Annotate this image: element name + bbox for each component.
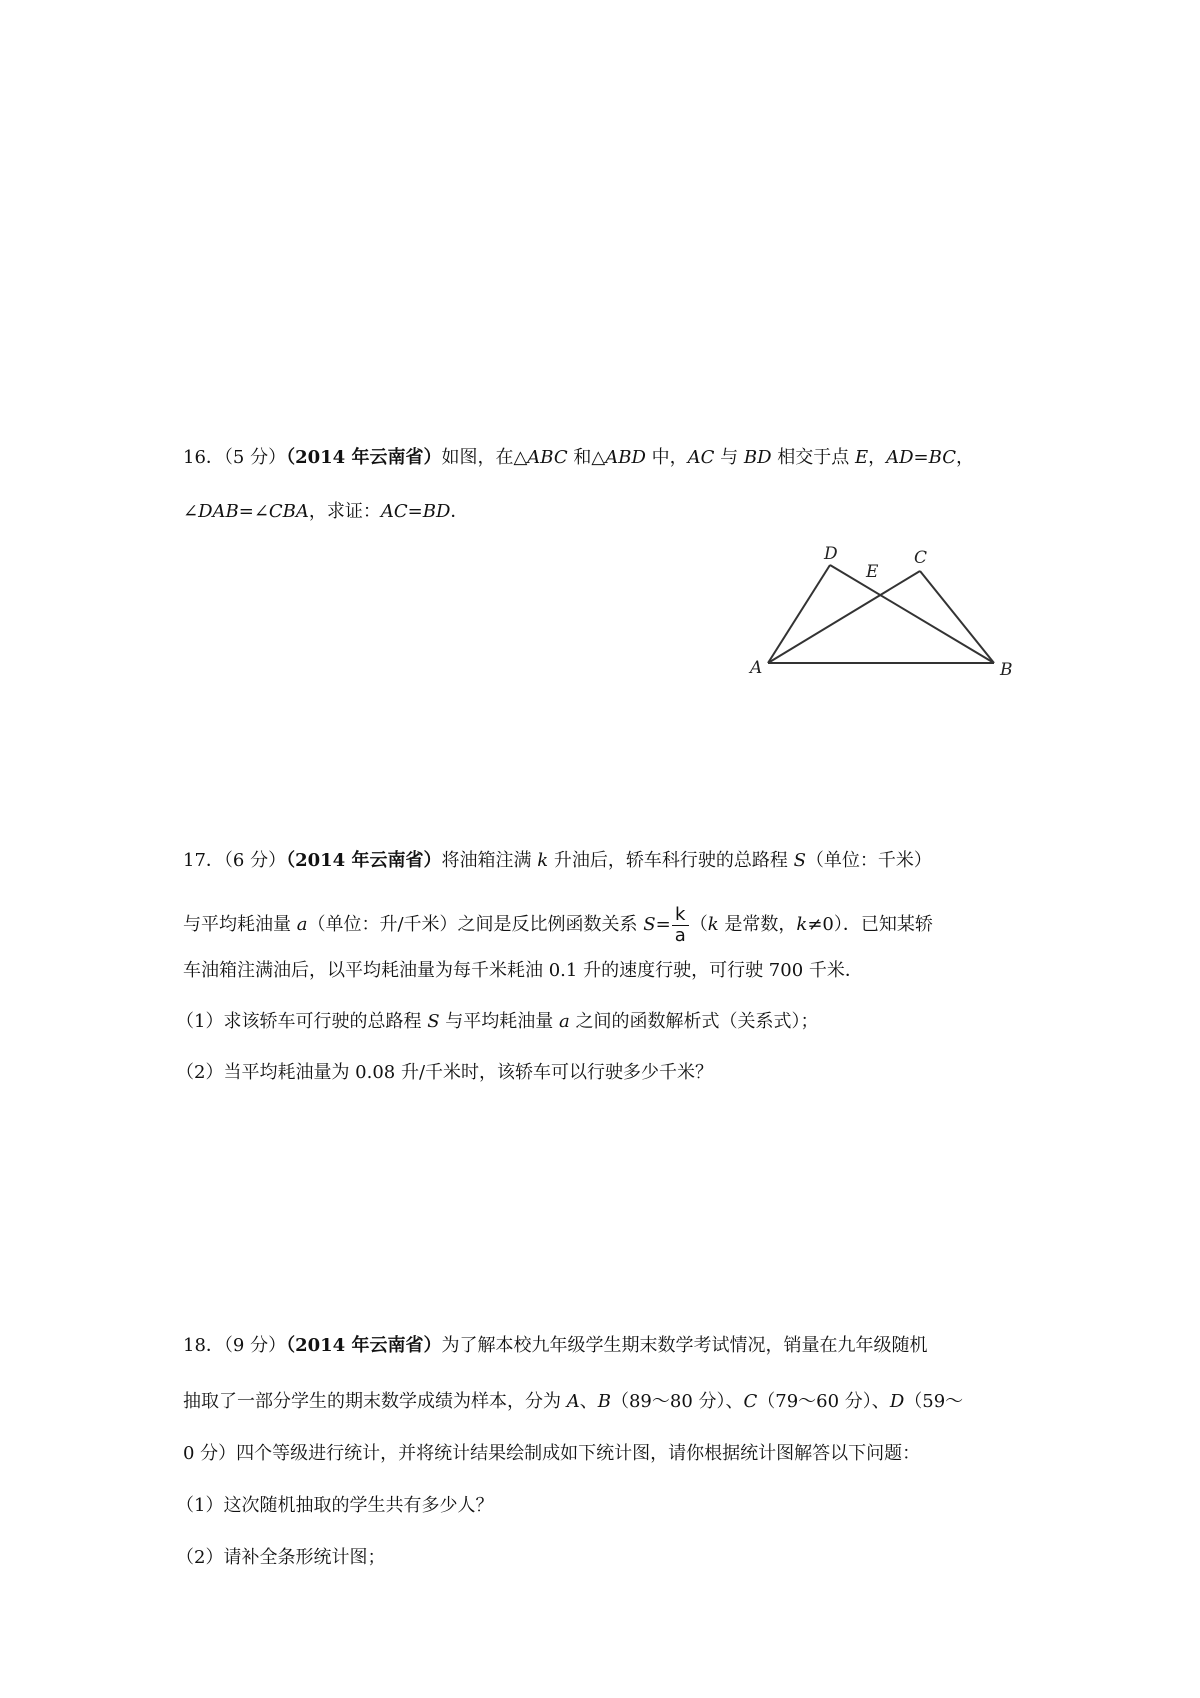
q16-text: 和△ — [567, 447, 606, 468]
q16-number: 16．（5 分） — [183, 447, 287, 468]
q16-source: （2014 年云南省） — [286, 447, 442, 468]
q17-text: （2）当平均耗油量为 0.08 升/千米时，该轿车可以行驶多少千米？ — [176, 1062, 714, 1083]
q17-text: ≠0）．已知某轿 — [807, 914, 933, 935]
q16-var: ABD — [605, 447, 646, 468]
q16-var: AC — [687, 447, 715, 468]
q16-text: 如图，在△ — [441, 447, 528, 468]
fraction-numerator: k — [672, 905, 689, 926]
q17-var: S — [427, 1011, 440, 1032]
q17-text: （单位：千米） — [805, 850, 932, 871]
q16-conclusion: AC=BD — [380, 501, 451, 522]
q18-text: （89～80 分）、 — [610, 1391, 744, 1412]
q17-text: 车油箱注满油后，以平均耗油量为每千米耗油 0.1 升的速度行驶，可行驶 700 千米． — [183, 960, 863, 981]
q17-var: a — [296, 914, 308, 935]
q17-text: （单位：升/千米）之间是反比例函数关系 — [307, 914, 644, 935]
q18-var: A — [566, 1391, 580, 1412]
q16-line-2 — [183, 500, 468, 524]
q18-part-2 — [176, 1546, 385, 1570]
label-C: C — [914, 548, 928, 568]
q17-part-2 — [176, 1061, 713, 1085]
q16-text: 与 — [714, 447, 744, 468]
q18-text: 抽取了一部分学生的期末数学成绩为样本，分为 — [183, 1391, 567, 1412]
q16-text: ， — [868, 447, 887, 468]
q16-angles: ∠DAB=∠CBA — [183, 501, 309, 522]
q18-text: 0 分）四个等级进行统计，并将统计结果绘制成如下统计图，请你根据统计图解答以下问题： — [183, 1443, 921, 1464]
q16-triangle-figure — [740, 525, 1030, 685]
q16-text: 中， — [645, 447, 688, 468]
q18-line-2 — [183, 1390, 963, 1414]
q18-var: B — [597, 1391, 611, 1412]
q18-text: （2）请补全条形统计图； — [176, 1547, 386, 1568]
label-D: D — [824, 544, 838, 564]
q18-var: D — [889, 1391, 905, 1412]
q17-text: 升油后，轿车科行驶的总路程 — [548, 850, 794, 871]
q18-text: 、 — [579, 1391, 598, 1412]
q18-text: （59～ — [904, 1391, 964, 1412]
q17-text: 之间的函数解析式（关系式）； — [569, 1011, 819, 1032]
q16-text: ． — [450, 501, 469, 522]
q18-part-1 — [176, 1494, 493, 1518]
q17-var: S — [793, 850, 806, 871]
q18-line-3 — [183, 1442, 920, 1466]
q17-var: S — [643, 914, 656, 935]
q17-var: a — [558, 1011, 570, 1032]
q16-var: AD=BC — [886, 447, 956, 468]
q16-text: ，求证： — [308, 501, 381, 522]
q16-var: BD — [743, 447, 772, 468]
q16-text: 相交于点 — [771, 447, 855, 468]
label-B: B — [1000, 660, 1013, 680]
segment-DB — [830, 565, 994, 663]
q17-text: 将油箱注满 — [441, 850, 538, 871]
q18-source: （2014 年云南省） — [286, 1335, 442, 1356]
q18-text: （1）这次随机抽取的学生共有多少人？ — [176, 1495, 494, 1516]
q17-text: （1）求该轿车可行驶的总路程 — [176, 1011, 428, 1032]
q17-var: k — [796, 914, 808, 935]
q17-text: 是常数， — [718, 914, 797, 935]
q17-line-3 — [183, 959, 863, 983]
q17-text: = — [655, 914, 671, 935]
q17-part-1 — [176, 1010, 818, 1034]
q18-text: 为了解本校九年级学生期末数学考试情况，销量在九年级随机 — [441, 1335, 928, 1356]
q17-text: 与平均耗油量 — [183, 914, 297, 935]
q18-line-1 — [183, 1334, 927, 1358]
label-E: E — [866, 562, 879, 582]
segment-AC — [768, 571, 920, 663]
q17-text: 与平均耗油量 — [439, 1011, 559, 1032]
q17-number: 17．（6 分） — [183, 850, 287, 871]
q17-fraction — [672, 905, 689, 946]
q18-number: 18．（9 分） — [183, 1335, 287, 1356]
q18-text: （79～60 分）、 — [757, 1391, 890, 1412]
q17-text: （ — [689, 914, 708, 935]
q17-var: k — [707, 914, 719, 935]
fraction-denominator: a — [674, 924, 686, 946]
q16-text: ， — [955, 447, 974, 468]
q16-var: ABC — [527, 447, 568, 468]
label-A: A — [750, 658, 763, 678]
segment-CB — [920, 571, 994, 663]
q17-var: k — [537, 850, 549, 871]
q17-source: （2014 年云南省） — [286, 850, 442, 871]
q18-var: C — [743, 1391, 758, 1412]
segment-AD — [768, 565, 830, 663]
q16-line-1 — [183, 446, 974, 470]
q17-line-1 — [183, 849, 932, 873]
q17-line-2 — [183, 895, 933, 955]
q16-var: E — [854, 447, 869, 468]
